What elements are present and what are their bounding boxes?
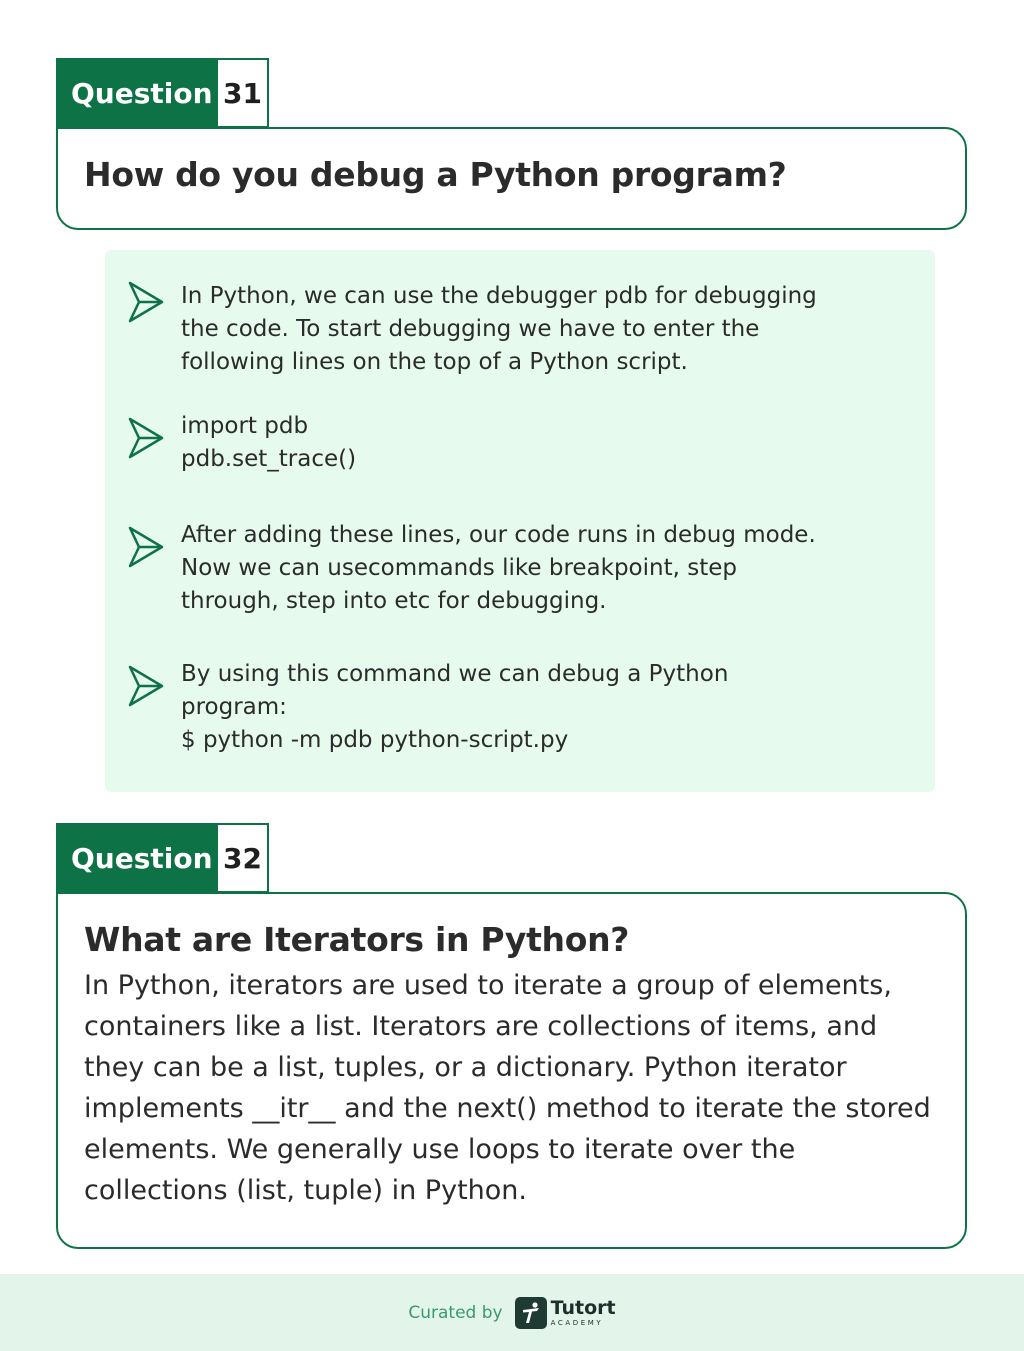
answer-bullet-text: In Python, we can use the debugger pdb for debugging the code. To start debugging we have to enter the following lines on the top of a Python script. xyxy=(181,283,817,375)
answer-bullet-text: By using this command we can debug a Python program: $ python -m pdb python-script.py xyxy=(181,661,729,753)
curated-by-label: Curated by xyxy=(408,1302,503,1323)
question-31-answer-panel xyxy=(105,250,935,792)
play-arrow-icon xyxy=(127,280,165,324)
answer-bullet xyxy=(127,280,891,379)
question-32-title: What are Iterators in Python? xyxy=(84,920,630,959)
answer-bullet-text: After adding these lines, our code runs in debug mode. Now we can usecommands like breakpoint, step through, step into etc for debugging. xyxy=(181,522,816,614)
question-label: Question xyxy=(58,60,218,126)
answer-bullet-text: import pdb pdb.set_trace() xyxy=(181,413,357,472)
question-31-title-box xyxy=(56,127,967,230)
answer-bullet xyxy=(127,519,891,618)
answer-bullet xyxy=(127,410,891,476)
question-number: 31 xyxy=(223,76,262,110)
play-arrow-icon xyxy=(127,664,165,708)
question-31-tab xyxy=(56,58,269,128)
question-32-box xyxy=(56,892,967,1249)
tutort-logo-icon xyxy=(515,1297,547,1329)
play-arrow-icon xyxy=(127,525,165,569)
question-32-body: In Python, iterators are used to iterate a group of elements, containers like a list. Iterators are collections of items, and they can be a list, tuples, or a dictionary. Python iterator implements __itr__ and the next() method to iterate the stored elements. We generally use loops to iterate over the collections (list, tuple) in Python. xyxy=(84,970,931,1206)
brand-name: Tutort xyxy=(550,1296,616,1319)
brand-subtitle: ACADEMY xyxy=(550,1318,604,1327)
play-arrow-icon xyxy=(127,416,165,460)
question-label: Question xyxy=(58,825,218,891)
question-31-title: How do you debug a Python program? xyxy=(84,155,787,194)
question-32-tab xyxy=(56,823,269,893)
tutort-logo xyxy=(515,1297,616,1329)
answer-bullet xyxy=(127,658,891,757)
footer xyxy=(0,1274,1024,1351)
question-number: 32 xyxy=(223,841,262,875)
